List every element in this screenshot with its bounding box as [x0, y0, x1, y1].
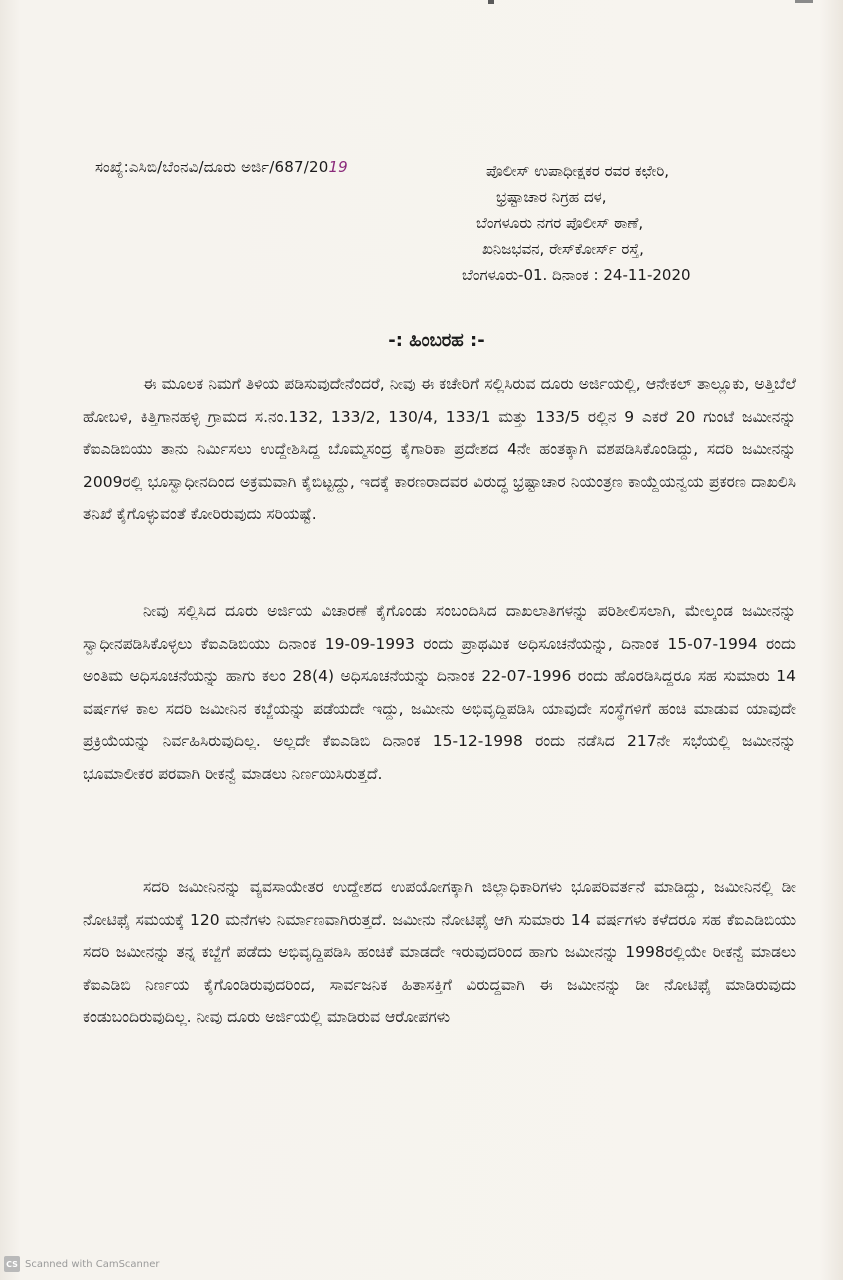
scan-smudge [488, 0, 494, 4]
address-date-line: ಬೆಂಗಳೂರು-01. ದಿನಾಂಕ : 24-11-2020 [462, 266, 691, 284]
scan-smudge [795, 0, 813, 3]
scanner-text: Scanned with CamScanner [25, 1258, 160, 1270]
scanner-watermark [4, 1256, 160, 1272]
address-line: ಪೊಲೀಸ್ ಉಪಾಧೀಕ್ಷಕರ ರವರ ಕಛೇರಿ, [486, 162, 670, 180]
document-heading [0, 330, 843, 351]
office-address [462, 158, 792, 288]
body-paragraph: ನೀವು ಸಲ್ಲಿಸಿದ ದೂರು ಅರ್ಜಿಯ ವಿಚಾರಣೆ ಕೈಗೊಂಡು ಸಂಬಂದಿಸಿದ ದಾಖಲಾತಿಗಳನ್ನು ಪರಿಶೀಲಿಸಲಾಗಿ, ಮೇಲ್ಕಂಡ ಜಮೀನನ್ನು ಸ್ವಾಧೀನಪಡಿಸಿಕೊಳ್ಳಲು ಕೆಐಎಡಿಬಿಯು ದಿನಾಂಕ 19-09-1993 ರಂದು ಪ್ರಾಥಮಿಕ ಅಧಿಸೂಚನೆಯನ್ನು, ದಿನಾಂಕ 15-07-1994 ರಂದು ಅಂತಿಮ ಅಧಿಸೂಚನೆಯನ್ನು ಹಾಗು ಕಲಂ 28(4) ಅಧಿಸೂಚನೆಯನ್ನು ದಿನಾಂಕ 22-07-1996 ರಂದು ಹೊರಡಿಸಿದ್ದರೂ ಸಹ ಸುಮಾರು 14 ವರ್ಷಗಳ ಕಾಲ ಸದರಿ ಜಮೀನಿನ ಕಬ್ಜೆಯನ್ನು ಪಡೆಯದೇ ಇದ್ದು, ಜಮೀನು ಅಭಿವೃದ್ದಿಪಡಿಸಿ ಯಾವುದೇ ಸಂಸ್ಥೆಗಳಿಗೆ ಹಂಚಿ ಮಾಡುವ ಯಾವುದೇ ಪ್ರಕ್ರಿಯೆಯನ್ನು ನಿರ್ವಹಿಸಿರುವುದಿಲ್ಲ. ಅಲ್ಲದೇ ಕೆಐಎಡಿಬಿ ದಿನಾಂಕ 15-12-1998 ರಂದು ನಡೆಸಿದ 217ನೇ ಸಭೆಯಲ್ಲಿ ಜಮೀನನ್ನು ಭೂಮಾಲೀಕರ ಪರವಾಗಿ ರೀಕನ್ವೆ ಮಾಡಲು ನಿರ್ಣಯಿಸಿರುತ್ತದೆ. [83, 602, 796, 783]
address-line: ಖನಿಜಭವನ, ರೇಸ್‌ಕೋರ್ಸ್ ರಸ್ತೆ, [482, 240, 644, 258]
address-line: ಬೆಂಗಳೂರು ನಗರ ಪೊಲೀಸ್ ಠಾಣೆ, [476, 214, 644, 232]
reference-year-handwritten: 19 [328, 158, 348, 176]
address-line: ಭ್ರಷ್ಟಾಚಾರ ನಿಗ್ರಹ ದಳ, [496, 188, 607, 206]
reference-number-text: ಸಂಖ್ಯೆ:ಎಸಿಬಿ/ಬೆಂನವಿ/ದೂರು ಅರ್ಜಿ/687/20 [95, 158, 329, 176]
heading-text: -: ಹಿಂಬರಹ :- [388, 330, 485, 351]
body-paragraph: ಸದರಿ ಜಮೀನಿನನ್ನು ವ್ಯವಸಾಯೇತರ ಉದ್ದೇಶದ ಉಪಯೋಗಕ್ಕಾಗಿ ಜಿಲ್ಲಾಧಿಕಾರಿಗಳು ಭೂಪರಿವರ್ತನೆ ಮಾಡಿದ್ದು, ಜಮೀನಿನಲ್ಲಿ ಡೀ ನೋಟಿಫೈ ಸಮಯಕ್ಕೆ 120 ಮನೆಗಳು ನಿರ್ಮಾಣವಾಗಿರುತ್ತದೆ. ಜಮೀನು ನೋಟಿಫೈ ಆಗಿ ಸುಮಾರು 14 ವರ್ಷಗಳು ಕಳೆದರೂ ಸಹ ಕೆಐಎಡಿಬಿಯು ಸದರಿ ಜಮೀನನ್ನು ತನ್ನ ಕಬ್ಜೆಗೆ ಪಡೆದು ಅಭಿವೃದ್ದಿಪಡಿಸಿ ಹಂಚಿಕೆ ಮಾಡದೇ ಇರುವುದರಿಂದ ಹಾಗು ಜಮೀನನ್ನು 1998ರಲ್ಲಿಯೇ ರೀಕನ್ವೆ ಮಾಡಲು ಕೆಐಎಡಿಬಿ ನಿರ್ಣಯ ಕೈಗೊಂಡಿರುವುದರಿಂದ, ಸಾರ್ವಜನಿಕ ಹಿತಾಸಕ್ತಿಗೆ ವಿರುದ್ದವಾಗಿ ಈ ಜಮೀನನ್ನು ಡೀ ನೋಟಿಫೈ ಮಾಡಿರುವುದು ಕಂಡುಬಂದಿರುವುದಿಲ್ಲ. ನೀವು ದೂರು ಅರ್ಜಿಯಲ್ಲಿ ಮಾಡಿರುವ ಆರೋಪಗಳು [83, 878, 796, 1026]
camscanner-logo-icon: CS [4, 1256, 20, 1272]
reference-number [95, 158, 348, 176]
body-paragraph: ಈ ಮೂಲಕ ನಿಮಗೆ ತಿಳಿಯ ಪಡಿಸುವುದೇನೆಂದರೆ, ನೀವು ಈ ಕಚೇರಿಗೆ ಸಲ್ಲಿಸಿರುವ ದೂರು ಅರ್ಜಿಯಲ್ಲಿ, ಆನೇಕಲ್ ತಾಲ್ಲೂಕು, ಅತ್ತಿಬೆಲೆ ಹೋಬಳಿ, ಕಿತ್ತಿಗಾನಹಳ್ಳಿ ಗ್ರಾಮದ ಸ.ನಂ.132, 133/2, 130/4, 133/1 ಮತ್ತು 133/5 ರಲ್ಲಿನ 9 ಎಕರೆ 20 ಗುಂಟೆ ಜಮೀನನ್ನು ಕೆಐಎಡಿಬಿಯು ತಾನು ನಿರ್ಮಿಸಲು ಉದ್ದೇಶಿಸಿದ್ದ ಬೊಮ್ಮಸಂದ್ರ ಕೈಗಾರಿಕಾ ಪ್ರದೇಶದ 4ನೇ ಹಂತಕ್ಕಾಗಿ ವಶಪಡಿಸಿಕೊಂಡಿದ್ದು, ಸದರಿ ಜಮೀನನ್ನು 2009ರಲ್ಲಿ ಭೂಸ್ವಾಧೀನದಿಂದ ಅಕ್ರಮವಾಗಿ ಕೈಬಿಟ್ಟದ್ದು, ಇದಕ್ಕೆ ಕಾರಣರಾದವರ ವಿರುದ್ಧ ಭ್ರಷ್ಟಾಚಾರ ನಿಯಂತ್ರಣ ಕಾಯ್ದೆಯನ್ವಯ ಪ್ರಕರಣ ದಾಖಲಿಸಿ ತನಿಖೆ ಕೈಗೊಳ್ಳುವಂತೆ ಕೋರಿರುವುದು ಸರಿಯಷ್ಟೆ. [83, 375, 796, 523]
